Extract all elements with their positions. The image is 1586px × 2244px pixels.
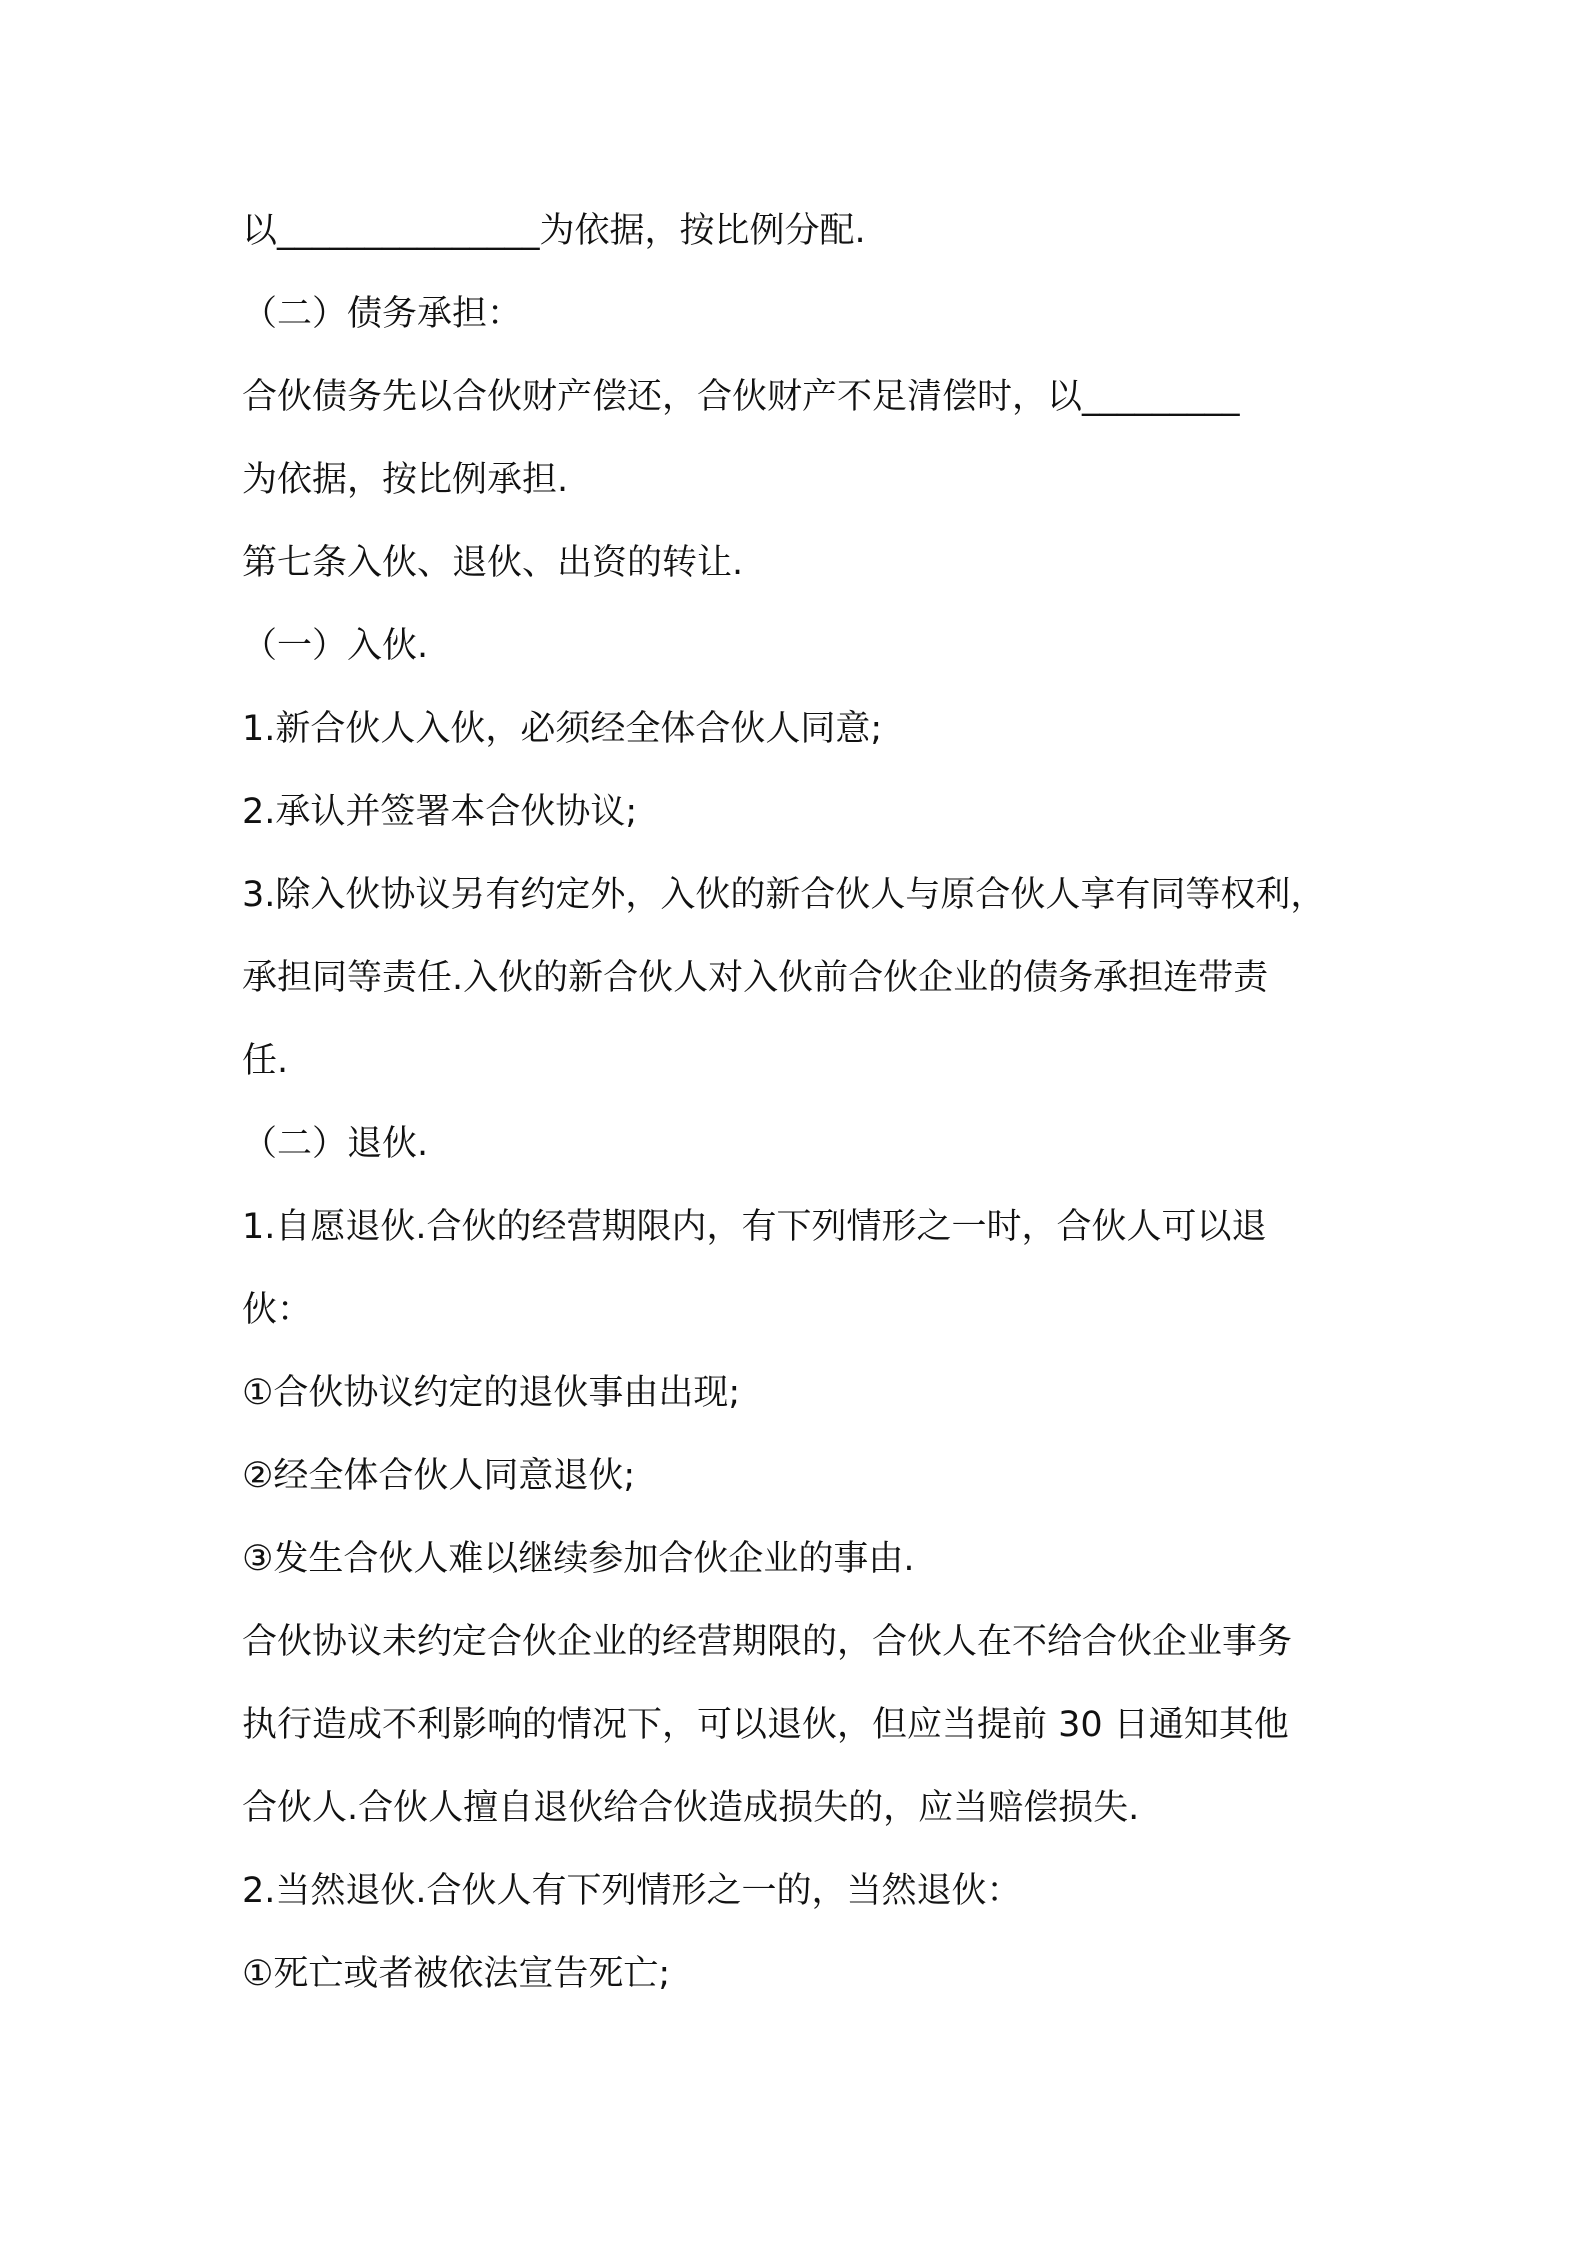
text-line: （二）退伙. — [242, 1124, 429, 1164]
text-line: ②经全体合伙人同意退伙; — [242, 1456, 636, 1496]
text-line: 1.新合伙人入伙，必须经全体合伙人同意; — [242, 709, 883, 749]
text-line: 为依据，按比例承担. — [242, 460, 569, 500]
text-line: 以_______________为依据，按比例分配. — [242, 211, 866, 251]
text-line: 伙： — [242, 1290, 313, 1330]
text-line: 执行造成不利影响的情况下，可以退伙，但应当提前 30 日通知其他 — [242, 1705, 1289, 1745]
text-line: （二）债务承担： — [242, 294, 523, 334]
text-line: ③发生合伙人难以继续参加合伙企业的事由. — [242, 1539, 915, 1579]
text-line: 承担同等责任.入伙的新合伙人对入伙前合伙企业的债务承担连带责 — [242, 958, 1269, 998]
section-heading: 第七条入伙、退伙、出资的转让. — [242, 543, 744, 583]
text-line: 2.当然退伙.合伙人有下列情形之一的，当然退伙： — [242, 1871, 1022, 1911]
text-line: （一）入伙. — [242, 626, 429, 666]
text-line: ①合伙协议约定的退伙事由出现; — [242, 1373, 741, 1413]
document-body — [242, 190, 1362, 2016]
text-line: 合伙债务先以合伙财产偿还，合伙财产不足清偿时，以_________ — [242, 377, 1240, 417]
text-line: ①死亡或者被依法宣告死亡; — [242, 1954, 671, 1994]
text-line: 3.除入伙协议另有约定外，入伙的新合伙人与原合伙人享有同等权利， — [242, 875, 1326, 915]
text-line: 任. — [242, 1041, 289, 1081]
text-line: 1.自愿退伙.合伙的经营期限内，有下列情形之一时，合伙人可以退 — [242, 1207, 1267, 1247]
text-line: 2.承认并签署本合伙协议; — [242, 792, 638, 832]
text-line: 合伙协议未约定合伙企业的经营期限的，合伙人在不给合伙企业事务 — [242, 1622, 1293, 1662]
text-line: 合伙人.合伙人擅自退伙给合伙造成损失的，应当赔偿损失. — [242, 1788, 1140, 1828]
